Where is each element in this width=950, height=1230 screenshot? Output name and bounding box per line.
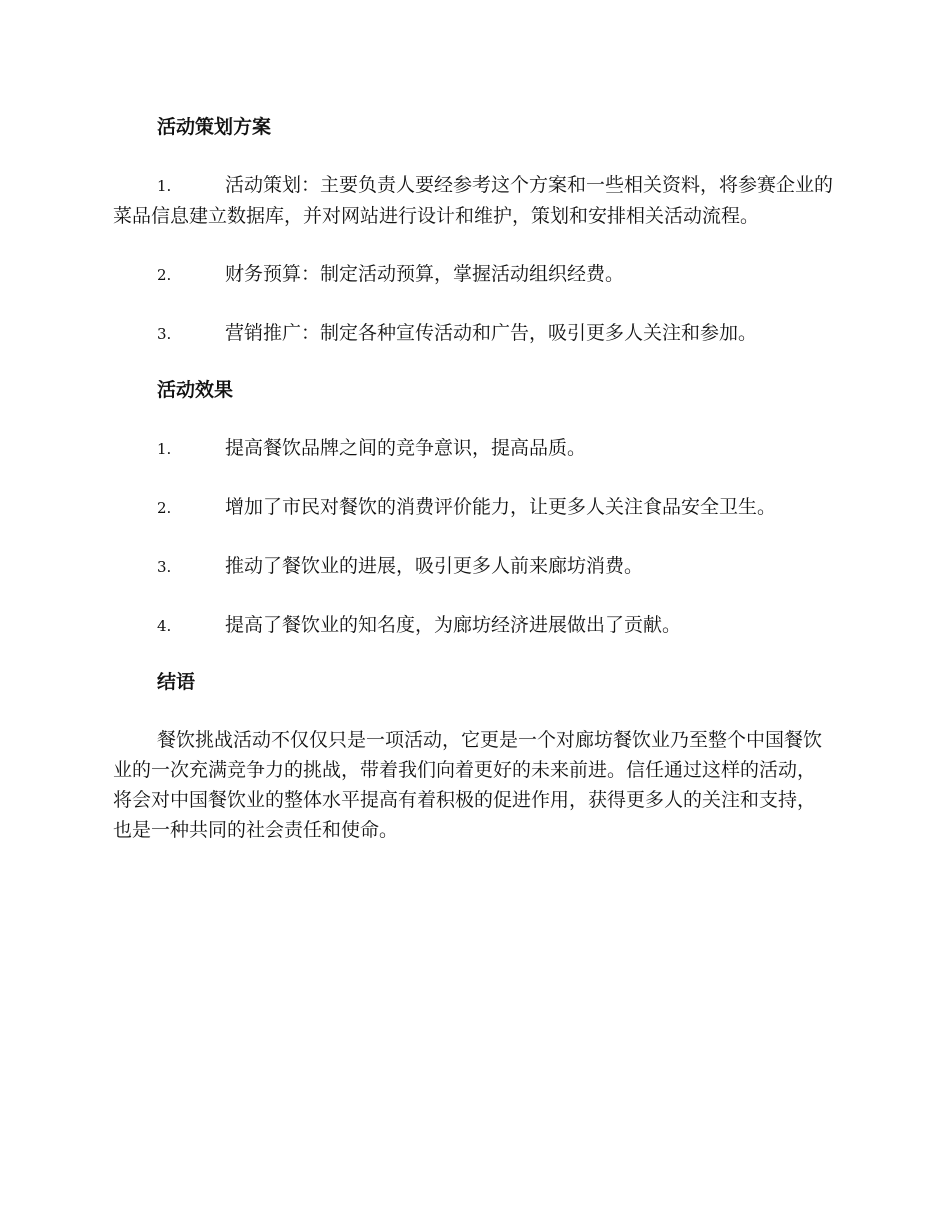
list-number: 1. [157,177,172,195]
section-heading-plan: 活动策划方案 [157,116,272,138]
list-text: 活动策划：主要负责人要经参考这个方案和一些相关资料，将参赛企业的菜品信息建立数据库，并对网站进行设计和维护，策划和安排相关活动流程。 [113,174,834,227]
document-body [113,112,833,845]
list-item [113,610,833,641]
section-heading-effects: 活动效果 [157,379,234,401]
list-item [113,433,833,464]
section-heading-conclusion: 结语 [157,671,196,693]
list-item [113,492,833,523]
list-item [113,259,833,290]
list-text: 推动了餐饮业的进展，吸引更多人前来廊坊消费。 [225,555,644,577]
list-number: 1. [157,440,172,458]
list-item [113,551,833,582]
list-text: 提高餐饮品牌之间的竞争意识，提高品质。 [225,437,587,459]
list-number: 4. [157,617,172,635]
list-item [113,170,833,231]
list-number: 2. [157,266,172,284]
list-number: 3. [157,325,172,343]
list-text: 增加了市民对餐饮的消费评价能力，让更多人关注食品安全卫生。 [225,496,777,518]
list-number: 2. [157,499,172,517]
list-text: 提高了餐饮业的知名度，为廊坊经济进展做出了贡献。 [225,614,682,636]
list-number: 3. [157,558,172,576]
list-text: 营销推广：制定各种宣传活动和广告，吸引更多人关注和参加。 [225,322,758,344]
list-item [113,318,833,349]
list-text: 财务预算：制定活动预算，掌握活动组织经费。 [225,263,625,285]
conclusion-paragraph: 餐饮挑战活动不仅仅只是一项活动，它更是一个对廊坊餐饮业乃至整个中国餐饮业的一次充满竞争力的挑战，带着我们向着更好的未来前进。信任通过这样的活动，将会对中国餐饮业的整体水平提高有着积极的促进作用，获得更多人的关注和支持，也是一种共同的社会责任和使命。 [113,729,823,841]
